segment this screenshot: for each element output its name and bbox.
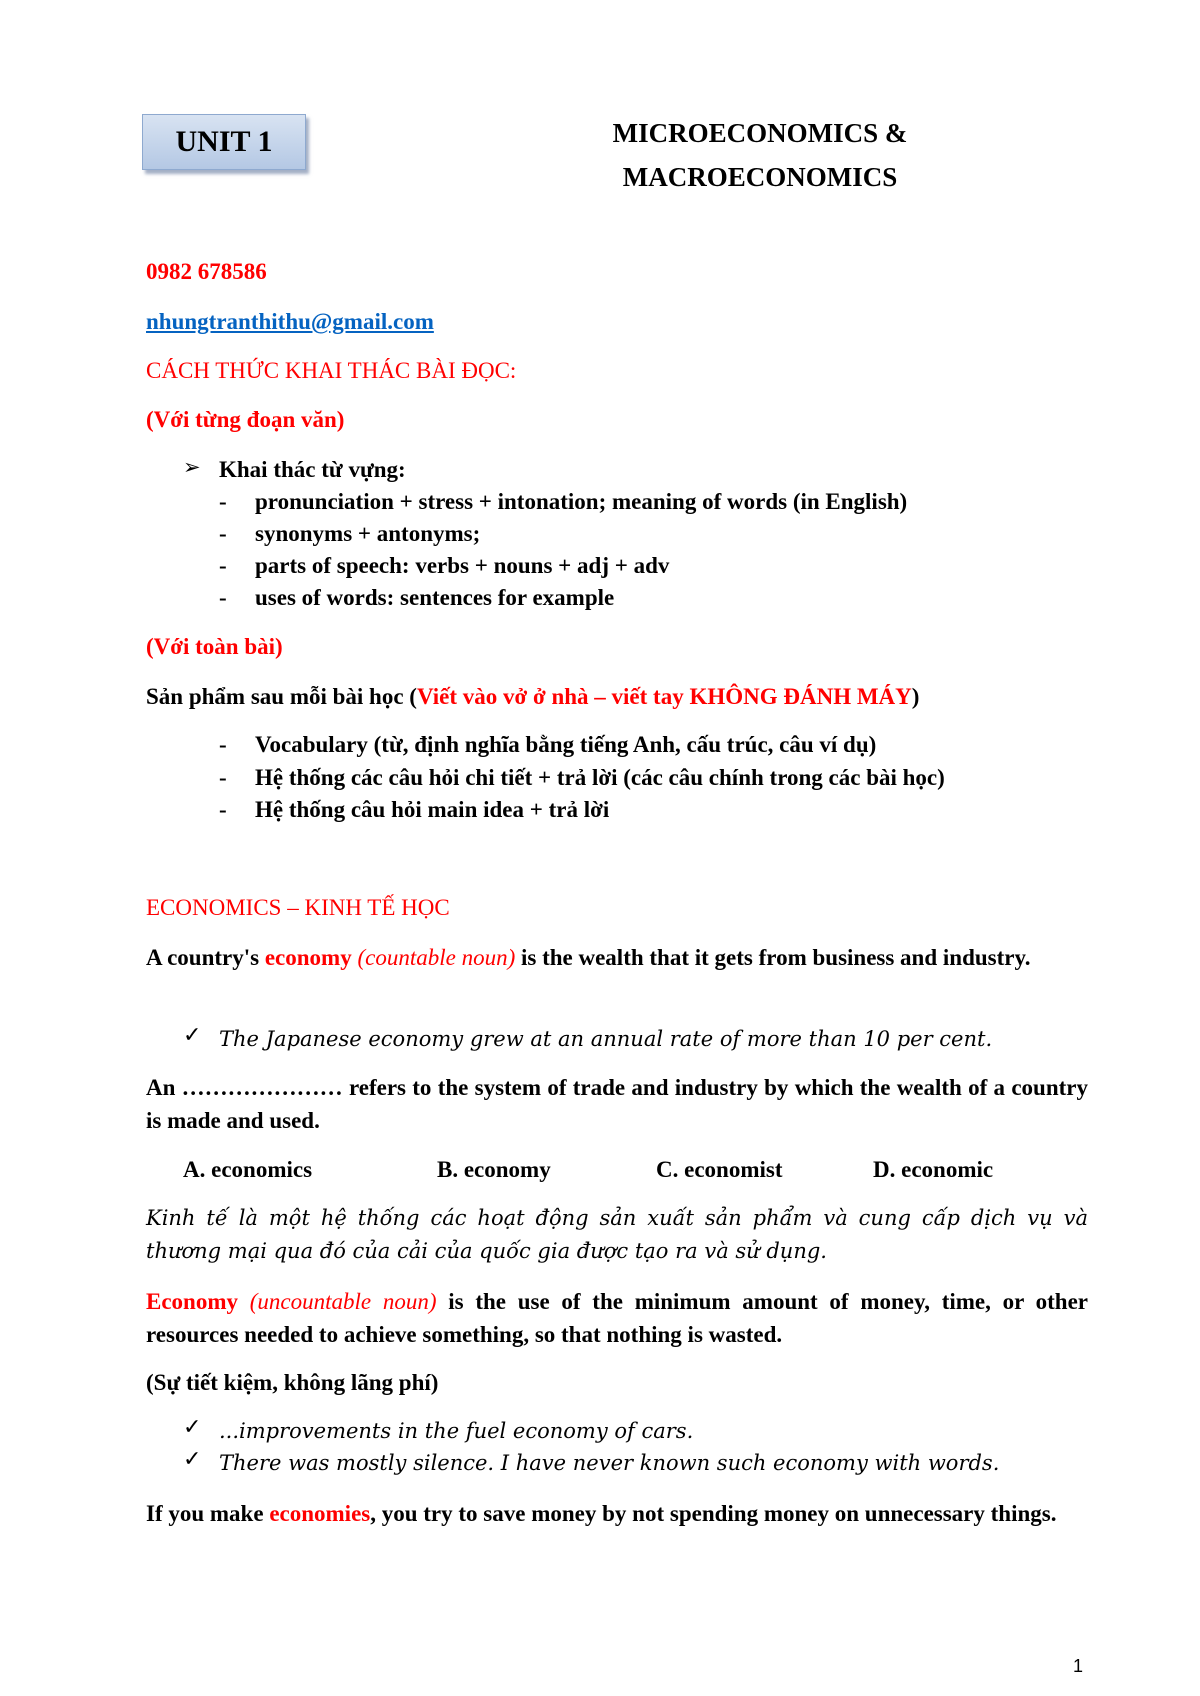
checkmark-bullet-icon: ✓ [183,1022,202,1047]
product-item: Vocabulary (từ, định nghĩa bằng tiếng Anh, cấu trúc, câu ví dụ) [255,732,877,757]
checkmark-bullet-icon: ✓ [183,1446,202,1471]
vocab-item: parts of speech: verbs + nouns + adj + adv [255,553,670,578]
vocab-item: uses of words: sentences for example [255,585,615,610]
example-sentence: The Japanese economy grew at an annual rate of more than 10 per cent. [219,1027,993,1051]
definition-economy-uncountable: Economy (uncountable noun) is the use of the minimum amount of money, time, or other resources needed to achieve something, so that nothing is wasted. [146,1289,1089,1347]
option-b: B. economy [437,1157,551,1182]
example-sentence: There was mostly silence. I have never known such economy with words. [219,1451,1000,1475]
dash-bullet: - [219,585,227,610]
vocab-item: pronunciation + stress + intonation; meaning of words (in English) [255,489,908,514]
economics-heading: ECONOMICS – KINH TẾ HỌC [146,895,450,920]
dash-bullet: - [219,765,227,790]
option-d: D. economic [873,1157,994,1182]
option-a: A. economics [183,1157,313,1182]
method-heading: CÁCH THỨC KHAI THÁC BÀI ĐỌC: [146,358,517,383]
arrowhead-bullet-icon: ➢ [183,455,201,479]
page-title-line2: MACROECONOMICS [622,162,898,192]
vietnamese-translation: Kinh tế là một hệ thống các hoạt động sản xuất sản phẩm và cung cấp dịch vụ và thương mại qua đó của cải của quốc gia được tạo ra và sử dụng. [146,1206,1088,1263]
per-paragraph-note: (Với từng đoạn văn) [146,407,345,432]
dash-bullet: - [219,489,227,514]
product-item: Hệ thống câu hỏi main idea + trả lời [255,797,610,822]
phone-number: 0982 678586 [146,259,267,284]
whole-text-note: (Với toàn bài) [146,634,283,659]
definition-economies: If you make economies, you try to save money by not spending money on unnecessary things. [146,1501,1057,1526]
page-title-line1: MICROECONOMICS & [612,118,908,148]
economy-vn-meaning: (Sự tiết kiệm, không lãng phí) [146,1370,439,1395]
dash-bullet: - [219,521,227,546]
dash-bullet: - [219,553,227,578]
definition-economy-countable: A country's economy (countable noun) is the wealth that it gets from business and industry. [146,945,1031,970]
vocab-heading: Khai thác từ vựng: [219,457,406,482]
unit-label-box [142,114,306,170]
checkmark-bullet-icon: ✓ [183,1414,202,1439]
page-number: 1 [1073,1656,1084,1676]
product-item: Hệ thống các câu hỏi chi tiết + trả lời (các câu chính trong các bài học) [255,765,945,790]
dash-bullet: - [219,732,227,757]
product-line: Sản phẩm sau mỗi bài học (Viết vào vở ở nhà – viết tay KHÔNG ĐÁNH MÁY) [146,684,920,709]
email-link[interactable]: nhungtranthithu@gmail.com [146,309,434,334]
example-sentence: ...improvements in the fuel economy of cars. [219,1419,694,1443]
fill-blank-question: An ………………… refers to the system of trade and industry by which the wealth of a country is made and used. [146,1075,1088,1133]
unit-label: UNIT 1 [175,125,273,158]
dash-bullet: - [219,797,227,822]
vocab-item: synonyms + antonyms; [255,521,481,546]
option-c: C. economist [656,1157,783,1182]
